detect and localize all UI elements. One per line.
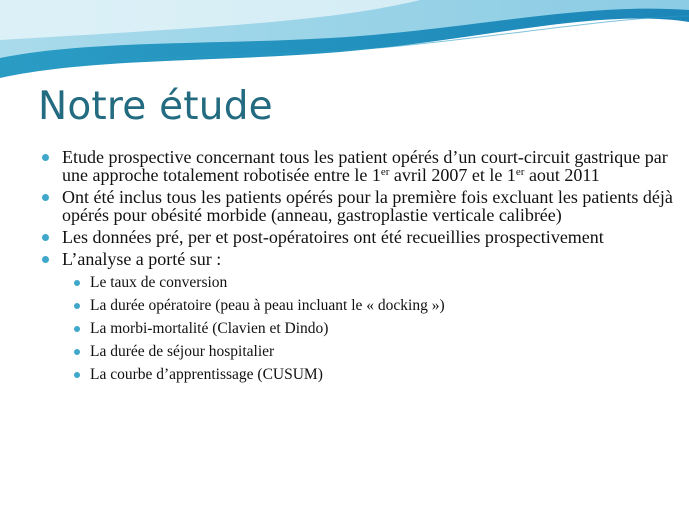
bullet-list bbox=[42, 148, 682, 384]
bullet-dot-icon bbox=[74, 303, 80, 309]
bullet-dot-icon bbox=[42, 234, 49, 241]
bullet-dot-icon bbox=[74, 326, 80, 332]
header-wave-decoration bbox=[0, 0, 689, 90]
bullet-item-analysis bbox=[42, 250, 682, 384]
bullet-text: Ont été inclus tous les patients opérés pour la première fois excluant les patients déjà opérés pour obésité morbide (anneau, gastroplastie verticale calibrée) bbox=[62, 187, 673, 225]
sub-bullet-text: La durée de séjour hospitalier bbox=[90, 343, 275, 360]
sub-bullet-text: Le taux de conversion bbox=[90, 274, 228, 291]
bullet-text-post: aout 2011 bbox=[524, 165, 600, 185]
sub-bullet-text: La morbi-mortalité (Clavien et Dindo) bbox=[90, 320, 329, 337]
sub-bullet-list bbox=[62, 274, 682, 384]
bullet-dot-icon bbox=[42, 256, 49, 263]
slide-content bbox=[42, 148, 682, 389]
sub-bullet-item bbox=[62, 366, 682, 384]
bullet-item-study bbox=[42, 148, 682, 184]
sub-bullet-item bbox=[62, 343, 682, 361]
sub-bullet-item bbox=[62, 320, 682, 338]
sub-bullet-item bbox=[62, 297, 682, 315]
bullet-item-data bbox=[42, 228, 682, 246]
bullet-dot-icon bbox=[42, 154, 49, 161]
bullet-text: Les données pré, per et post-opératoires ont été recueillies prospectivement bbox=[62, 227, 604, 247]
superscript-er: er bbox=[380, 166, 390, 178]
sub-bullet-text: La courbe d’apprentissage (CUSUM) bbox=[90, 366, 323, 383]
bullet-dot-icon bbox=[74, 372, 80, 378]
bullet-text-mid: avril 2007 et le 1 bbox=[389, 165, 516, 185]
bullet-dot-icon bbox=[42, 194, 49, 201]
slide-title: Notre étude bbox=[38, 84, 273, 129]
bullet-item-inclusion bbox=[42, 188, 682, 224]
bullet-text: L’analyse a porté sur : bbox=[62, 249, 222, 269]
sub-bullet-item bbox=[62, 274, 682, 292]
bullet-text-pre: Etude prospective concernant tous les patient opérés d’un court-circuit gastrique par une approche totalement robotisée entre le 1 bbox=[62, 147, 668, 185]
sub-bullet-text: La durée opératoire (peau à peau incluant le « docking ») bbox=[90, 297, 445, 314]
bullet-dot-icon bbox=[74, 349, 80, 355]
superscript-er: er bbox=[515, 166, 525, 178]
bullet-dot-icon bbox=[74, 280, 80, 286]
